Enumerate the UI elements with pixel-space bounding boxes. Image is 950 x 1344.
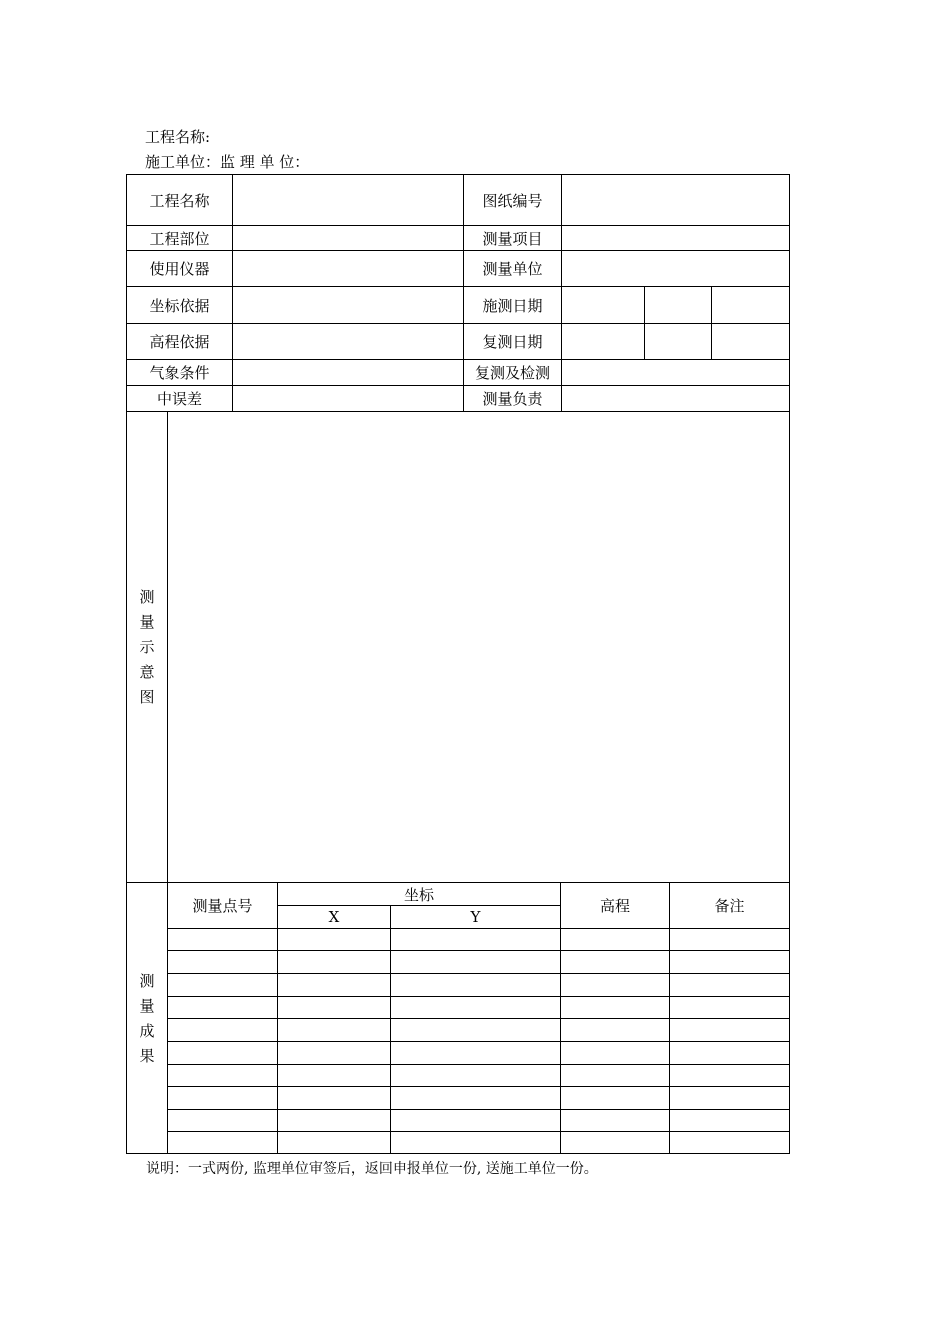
row-line bbox=[168, 1018, 789, 1019]
label-instrument: 使用仪器 bbox=[149, 260, 210, 278]
label-project-part: 工程部位 bbox=[149, 229, 210, 248]
results-label-char: 成 bbox=[139, 1021, 155, 1040]
row-line bbox=[168, 1109, 789, 1110]
row-line bbox=[168, 1064, 789, 1065]
col-line bbox=[232, 175, 233, 411]
row-line bbox=[168, 1041, 789, 1042]
results-section-label bbox=[127, 883, 167, 1154]
label-survey-lead: 测量负责 bbox=[482, 390, 543, 408]
sketch-label-char: 测 bbox=[139, 587, 155, 606]
col-line bbox=[390, 905, 391, 1154]
row-line bbox=[168, 950, 789, 951]
row-line bbox=[168, 973, 789, 974]
label-elevation-basis: 高程依据 bbox=[149, 333, 210, 351]
sketch-label-char: 意 bbox=[139, 662, 155, 681]
row-line bbox=[168, 1131, 789, 1132]
col-header-remarks: 备注 bbox=[714, 897, 745, 915]
label-coordinate-basis: 坐标依据 bbox=[149, 296, 210, 315]
sketch-section-label bbox=[127, 412, 167, 882]
units-header: 施工单位：监 理 单 位： bbox=[145, 153, 310, 171]
label-weather: 气象条件 bbox=[149, 364, 210, 382]
label-drawing-number: 图纸编号 bbox=[482, 191, 543, 210]
survey-form bbox=[126, 174, 790, 1154]
label-resurvey-date: 复测日期 bbox=[482, 333, 543, 351]
col-header-elevation: 高程 bbox=[599, 897, 630, 915]
results-label-char: 量 bbox=[139, 996, 155, 1015]
col-header-point-no: 测量点号 bbox=[192, 897, 253, 915]
row-line bbox=[168, 996, 789, 997]
col-line bbox=[561, 175, 562, 411]
label-project-name: 工程名称 bbox=[149, 191, 210, 210]
col-line bbox=[644, 286, 645, 359]
label-survey-item: 测量项目 bbox=[482, 229, 543, 248]
col-header-y: Y bbox=[470, 908, 481, 926]
col-header-x: X bbox=[328, 908, 340, 926]
footer-note: 说明：一式两份, 监理单位审签后，返回申报单位一份, 送施工单位一份。 bbox=[146, 1161, 598, 1177]
project-name-header: 工程名称: bbox=[145, 128, 211, 146]
sketch-area[interactable] bbox=[168, 412, 789, 882]
label-mean-error: 中误差 bbox=[156, 390, 202, 408]
row-line bbox=[168, 928, 789, 929]
sketch-label-char: 量 bbox=[139, 612, 155, 631]
sketch-label-char: 图 bbox=[139, 687, 155, 706]
col-line bbox=[711, 286, 712, 359]
label-survey-date: 施测日期 bbox=[482, 296, 543, 315]
label-resurvey-check: 复测及检测 bbox=[474, 364, 550, 382]
row-line bbox=[168, 1086, 789, 1087]
label-survey-unit: 测量单位 bbox=[482, 260, 543, 278]
results-label-char: 果 bbox=[139, 1046, 155, 1065]
col-header-coordinate: 坐标 bbox=[403, 885, 434, 904]
results-label-char: 测 bbox=[139, 971, 155, 990]
sketch-label-char: 示 bbox=[139, 637, 155, 656]
